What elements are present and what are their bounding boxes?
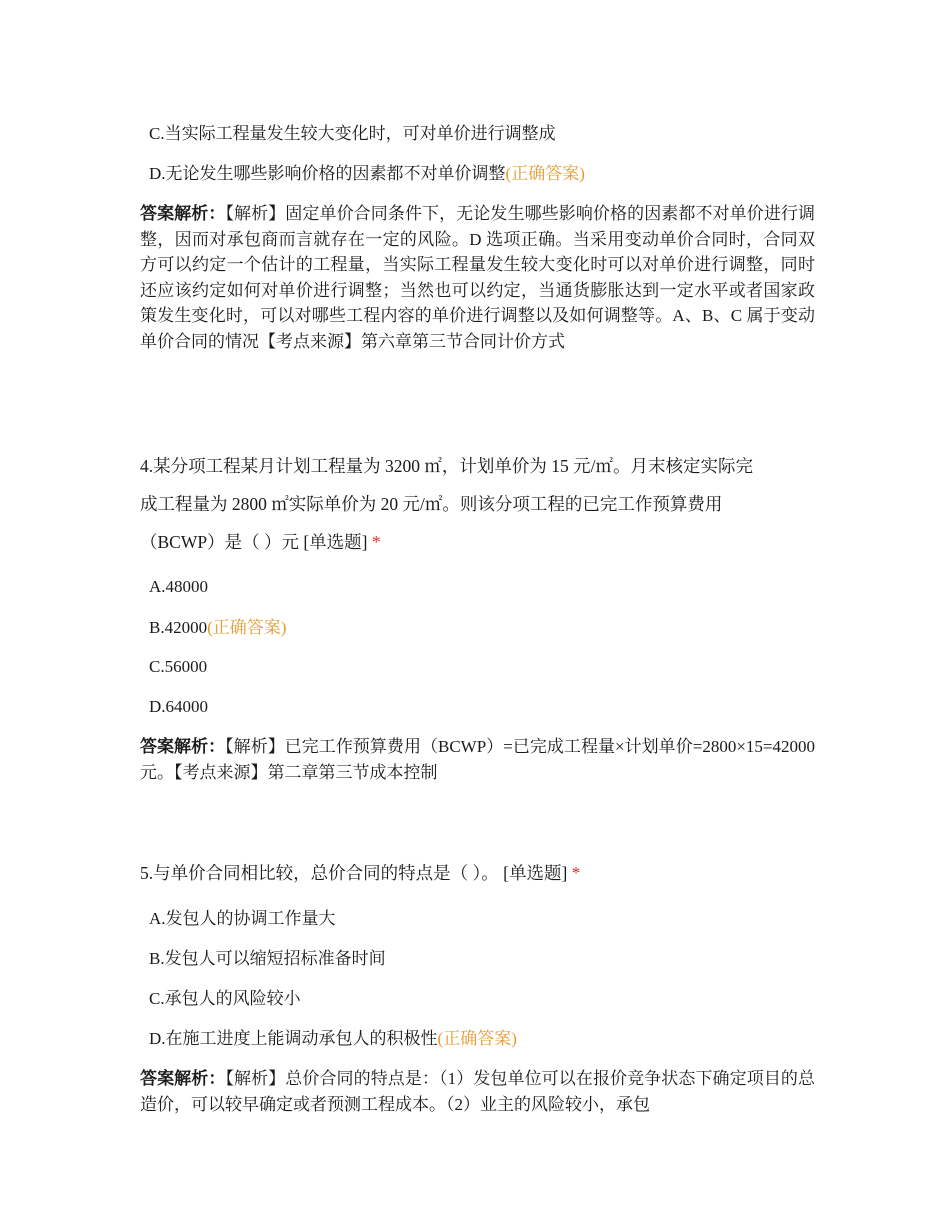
required-mark: * [371,532,381,552]
q5-option-c: C.承包人的风险较小 [149,989,301,1008]
q5-option-a: A.发包人的协调工作量大 [149,909,336,928]
analysis-label: 答案解析： [140,737,226,756]
q3-option-c: C.当实际工程量发生较大变化时，可对单价进行调整成 [149,124,556,143]
q4-title-line-3: （BCWP）是（ ）元 [单选题] * [140,532,381,552]
q3-option-d: D.无论发生哪些影响价格的因素都不对单价调整(正确答案) [149,164,585,183]
analysis-label: 答案解析： [140,1069,226,1088]
analysis-text: 【解析】总价合同的特点是：（1）发包单位可以在报价竞争状态下确定项目的总造价，可以较早确定或者预测工程成本。（2）业主的风险较小，承包 [140,1069,815,1114]
q4-option-a: A.48000 [149,577,209,596]
q4-title-line-2: 成工程量为 2800 ㎡实际单价为 20 元/㎡。则该分项工程的已完工作预算费用 [140,494,723,514]
q3-analysis [140,201,815,354]
analysis-label: 答案解析： [140,204,226,223]
q4-analysis [140,734,815,785]
correct-answer-tag: (正确答案) [505,164,585,183]
q4-option-d: D.64000 [149,697,209,716]
correct-answer-tag: (正确答案) [437,1029,517,1048]
q5-title-line-1: 5.与单价合同相比较，总价合同的特点是（ ）。 [单选题] * [140,863,581,883]
analysis-text: 【解析】已完工作预算费用（BCWP）=已完成工程量×计划单价=2800×15=42000 元。【考点来源】第二章第三节成本控制 [140,737,815,782]
q5-analysis [140,1066,815,1117]
q4-title-line-1: 4.某分项工程某月计划工程量为 3200 ㎡，计划单价为 15 元/㎡。月末核定实际完 [140,456,753,476]
correct-answer-tag: (正确答案) [207,618,287,637]
q5-option-d: D.在施工进度上能调动承包人的积极性(正确答案) [149,1029,517,1048]
q4-option-b: B.42000(正确答案) [149,618,287,637]
analysis-text: 【解析】固定单价合同条件下，无论发生哪些影响价格的因素都不对单价进行调整，因而对承包商而言就存在一定的风险。D 选项正确。当采用变动单价合同时，合同双方可以约定一个估计的工程量，当实际工程量发生较大变化时可以对单价进行调整，同时还应该约定如何对单价进行调整；当然也可以约定，当通货膨胀达到一定水平或者国家政策发生变化时，可以对哪些工程内容的单价进行调整以及如何调整等。A、B、C 属于变动单价合同的情况【考点来源】第六章第三节合同计价方式 [140,204,816,351]
required-mark: * [571,863,581,883]
q4-option-c: C.56000 [149,657,208,676]
q5-option-b: B.发包人可以缩短招标准备时间 [149,949,386,968]
